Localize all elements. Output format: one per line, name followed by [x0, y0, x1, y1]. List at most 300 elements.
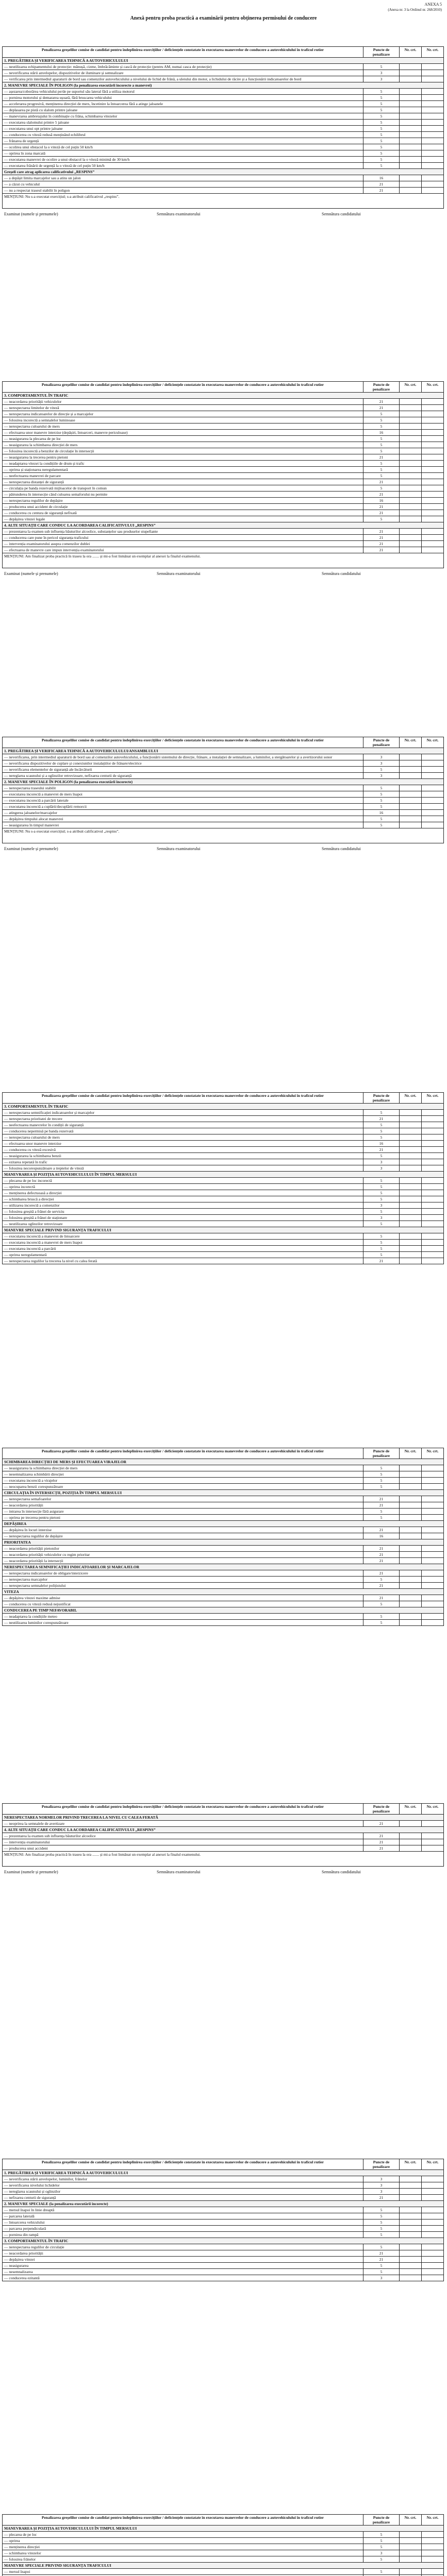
grade-cell-1[interactable]	[400, 1558, 422, 1564]
grade-cell-1[interactable]	[400, 1141, 422, 1147]
grade-cell-2[interactable]	[422, 1202, 444, 1209]
grade-cell-2[interactable]	[422, 1821, 444, 1827]
grade-cell-2[interactable]	[422, 473, 444, 479]
penalty-points: 5	[363, 785, 400, 791]
grade-cell-2[interactable]	[422, 461, 444, 467]
penalty-table	[2, 737, 444, 843]
penalty-description: — a căzut cu vehiculul	[3, 181, 363, 188]
penalty-row	[3, 2544, 444, 2550]
grade-cell-2[interactable]	[422, 1128, 444, 1134]
grade-cell-1[interactable]	[400, 2257, 422, 2263]
grade-cell-1[interactable]	[400, 181, 422, 188]
grade-cell-2[interactable]	[422, 95, 444, 101]
grade-cell-2[interactable]	[422, 492, 444, 498]
grade-cell-2[interactable]	[422, 1258, 444, 1264]
grade-cell-1[interactable]	[400, 541, 422, 547]
grade-cell-1[interactable]	[400, 1502, 422, 1509]
grade-cell-1[interactable]	[400, 138, 422, 144]
grade-cell-1[interactable]	[400, 804, 422, 810]
grade-cell-2[interactable]	[422, 417, 444, 423]
header-points: Puncte de penalizare	[363, 382, 400, 393]
penalty-points: 5	[363, 163, 400, 169]
penalty-points: 5	[363, 150, 400, 157]
grade-cell-2[interactable]	[422, 163, 444, 169]
grade-cell-2[interactable]	[422, 810, 444, 816]
grade-cell-1[interactable]	[400, 1583, 422, 1589]
grade-cell-1[interactable]	[400, 791, 422, 798]
grade-cell-1[interactable]	[400, 1601, 422, 1607]
grade-cell-1[interactable]	[400, 1546, 422, 1552]
grade-cell-1[interactable]	[400, 2226, 422, 2232]
penalty-description: — menținerea direcției	[3, 2544, 363, 2550]
grade-cell-2[interactable]	[422, 399, 444, 405]
grade-cell-1[interactable]	[400, 411, 422, 417]
grade-cell-1[interactable]	[400, 2275, 422, 2281]
grade-cell-1[interactable]	[400, 442, 422, 448]
penalty-points: 5	[363, 144, 400, 150]
grade-cell-2[interactable]	[422, 535, 444, 541]
grade-cell-2[interactable]	[422, 1147, 444, 1153]
grade-cell-2[interactable]	[422, 2195, 444, 2201]
penalty-description: — neverificarea elementelor de siguranță ale încărcăturii	[3, 767, 363, 773]
grade-cell-1[interactable]	[400, 1465, 422, 1471]
grade-cell-1[interactable]	[400, 1110, 422, 1116]
grade-cell-1[interactable]	[400, 150, 422, 157]
document-title: Anexă pentru proba practică a examinării pentru obținerea permisului de conducere	[130, 15, 317, 21]
section-title: 3. COMPORTAMENTUL ÎN TRAFIC	[3, 1104, 444, 1110]
grade-cell-1[interactable]	[400, 822, 422, 828]
grade-cell-2[interactable]	[422, 120, 444, 126]
grade-cell-2[interactable]	[422, 2250, 444, 2257]
grade-cell-2[interactable]	[422, 436, 444, 442]
grade-cell-2[interactable]	[422, 773, 444, 779]
grade-cell-1[interactable]	[400, 479, 422, 485]
grade-cell-1[interactable]	[400, 126, 422, 132]
grade-cell-1[interactable]	[400, 1614, 422, 1620]
penalty-description: — efectuarea unor manevre interzise	[3, 1141, 363, 1147]
grade-cell-2[interactable]	[422, 2244, 444, 2250]
section-title-row	[3, 2563, 444, 2569]
grade-cell-2[interactable]	[422, 541, 444, 547]
grade-cell-2[interactable]	[422, 188, 444, 194]
grade-cell-2[interactable]	[422, 1552, 444, 1558]
grade-cell-1[interactable]	[400, 1527, 422, 1533]
grade-cell-2[interactable]	[422, 1240, 444, 1246]
grade-cell-1[interactable]	[400, 1202, 422, 1209]
grade-cell-2[interactable]	[422, 113, 444, 120]
penalty-description: — neacordarea priorității vehiculelor	[3, 399, 363, 405]
grade-cell-2[interactable]	[422, 2550, 444, 2556]
section-title-row	[3, 1815, 444, 1821]
grade-cell-2[interactable]	[422, 510, 444, 516]
header-col-1: Nr. crt.	[400, 737, 422, 748]
grade-cell-2[interactable]	[422, 1233, 444, 1240]
penalty-row	[3, 2550, 444, 2556]
grade-cell-2[interactable]	[422, 1471, 444, 1478]
grade-cell-1[interactable]	[400, 1240, 422, 1246]
grade-cell-2[interactable]	[422, 1595, 444, 1601]
grade-cell-2[interactable]	[422, 2263, 444, 2269]
grade-cell-1[interactable]	[400, 529, 422, 535]
grade-cell-1[interactable]	[400, 1215, 422, 1221]
grade-cell-2[interactable]	[422, 1134, 444, 1141]
grade-cell-2[interactable]	[422, 1478, 444, 1484]
grade-cell-2[interactable]	[422, 1465, 444, 1471]
grade-cell-1[interactable]	[400, 498, 422, 504]
grade-cell-1[interactable]	[400, 2207, 422, 2213]
grade-cell-1[interactable]	[400, 1839, 422, 1845]
grade-cell-2[interactable]	[422, 157, 444, 163]
penalty-description: — circulația pe banda rezervată mijloacelor de transport în comun	[3, 485, 363, 492]
grade-cell-1[interactable]	[400, 510, 422, 516]
grade-cell-2[interactable]	[422, 89, 444, 95]
grade-cell-1[interactable]	[400, 417, 422, 423]
grade-cell-2[interactable]	[422, 2532, 444, 2538]
grade-cell-1[interactable]	[400, 448, 422, 454]
grade-cell-1[interactable]	[400, 1577, 422, 1583]
grade-cell-1[interactable]	[400, 1595, 422, 1601]
grade-cell-2[interactable]	[422, 767, 444, 773]
grade-cell-2[interactable]	[422, 1833, 444, 1839]
grade-cell-1[interactable]	[400, 399, 422, 405]
grade-cell-1[interactable]	[400, 113, 422, 120]
grade-cell-1[interactable]	[400, 2182, 422, 2189]
grade-cell-1[interactable]	[400, 1184, 422, 1190]
grade-cell-1[interactable]	[400, 1178, 422, 1184]
grade-cell-1[interactable]	[400, 107, 422, 113]
header-description: Penalizarea greșelilor comise de candidat pentru îndeplinirea exercițiilor / deficiențele constatate în executarea manevrelor de conducere a autovehiculului în traficul rutier	[3, 2159, 363, 2170]
penalty-row	[3, 2275, 444, 2281]
grade-cell-1[interactable]	[400, 1233, 422, 1240]
grade-cell-1[interactable]	[400, 120, 422, 126]
grade-cell-1[interactable]	[400, 1552, 422, 1558]
grade-cell-1[interactable]	[400, 1471, 422, 1478]
penalty-description: — neasigurarea la trecerea pentru pietoni	[3, 454, 363, 461]
grade-cell-2[interactable]	[422, 2257, 444, 2263]
annex-header	[388, 2, 442, 12]
grade-cell-1[interactable]	[400, 816, 422, 822]
grade-cell-2[interactable]	[422, 1252, 444, 1258]
grade-cell-2[interactable]	[422, 1620, 444, 1626]
grade-cell-2[interactable]	[422, 144, 444, 150]
grade-cell-2[interactable]	[422, 754, 444, 760]
grade-cell-1[interactable]	[400, 767, 422, 773]
grade-cell-1[interactable]	[400, 461, 422, 467]
grade-cell-1[interactable]	[400, 1153, 422, 1159]
grade-cell-2[interactable]	[422, 1184, 444, 1190]
penalty-row	[3, 107, 444, 113]
penalty-row	[3, 2176, 444, 2182]
grade-cell-1[interactable]	[400, 2263, 422, 2269]
grade-cell-2[interactable]	[422, 423, 444, 430]
grade-cell-2[interactable]	[422, 2213, 444, 2219]
grade-cell-1[interactable]	[400, 754, 422, 760]
penalty-row	[3, 1821, 444, 1827]
grade-cell-1[interactable]	[400, 473, 422, 479]
grade-cell-2[interactable]	[422, 64, 444, 70]
grade-cell-2[interactable]	[422, 2182, 444, 2189]
grade-cell-2[interactable]	[422, 138, 444, 144]
grade-cell-2[interactable]	[422, 2538, 444, 2544]
grade-cell-2[interactable]	[422, 448, 444, 454]
grade-cell-1[interactable]	[400, 2550, 422, 2556]
grade-cell-2[interactable]	[422, 1502, 444, 1509]
grade-cell-1[interactable]	[400, 1221, 422, 1227]
grade-cell-1[interactable]	[400, 485, 422, 492]
grade-cell-1[interactable]	[400, 516, 422, 522]
grade-cell-1[interactable]	[400, 810, 422, 816]
grade-cell-2[interactable]	[422, 1845, 444, 1852]
grade-cell-2[interactable]	[422, 785, 444, 791]
grade-cell-2[interactable]	[422, 1546, 444, 1552]
grade-cell-1[interactable]	[400, 1190, 422, 1196]
penalty-points: 5	[363, 1478, 400, 1484]
grade-cell-2[interactable]	[422, 1209, 444, 1215]
penalty-description: — nereglarea scaunului și oglinzilor	[3, 2189, 363, 2195]
grade-cell-1[interactable]	[400, 2556, 422, 2563]
grade-cell-2[interactable]	[422, 1533, 444, 1539]
section-title-row	[3, 2238, 444, 2244]
grade-cell-2[interactable]	[422, 1153, 444, 1159]
grade-cell-1[interactable]	[400, 1116, 422, 1122]
grade-cell-2[interactable]	[422, 101, 444, 107]
grade-cell-1[interactable]	[400, 773, 422, 779]
grade-cell-2[interactable]	[422, 547, 444, 553]
grade-cell-2[interactable]	[422, 1110, 444, 1116]
grade-cell-2[interactable]	[422, 132, 444, 138]
grade-cell-2[interactable]	[422, 498, 444, 504]
grade-cell-2[interactable]	[422, 1159, 444, 1165]
grade-cell-1[interactable]	[400, 2269, 422, 2275]
grade-cell-1[interactable]	[400, 1122, 422, 1128]
header-points: Puncte de penalizare	[363, 2515, 400, 2526]
grade-cell-1[interactable]	[400, 436, 422, 442]
penalty-points: 3	[363, 2189, 400, 2195]
grade-cell-1[interactable]	[400, 1246, 422, 1252]
grade-cell-1[interactable]	[400, 1128, 422, 1134]
grade-cell-1[interactable]	[400, 2544, 422, 2550]
grade-cell-1[interactable]	[400, 2569, 422, 2575]
grade-cell-1[interactable]	[400, 2538, 422, 2544]
grade-cell-1[interactable]	[400, 2213, 422, 2219]
grade-cell-2[interactable]	[422, 2219, 444, 2226]
grade-cell-2[interactable]	[422, 1577, 444, 1583]
grade-cell-2[interactable]	[422, 1246, 444, 1252]
penalty-points: 5	[363, 1465, 400, 1471]
grade-cell-1[interactable]	[400, 405, 422, 411]
penalty-table	[2, 46, 444, 209]
grade-cell-1[interactable]	[400, 492, 422, 498]
grade-cell-2[interactable]	[422, 2207, 444, 2213]
grade-cell-1[interactable]	[400, 1509, 422, 1515]
grade-cell-1[interactable]	[400, 95, 422, 101]
grade-cell-2[interactable]	[422, 1614, 444, 1620]
penalty-description: — prezentarea la examen sub influența băuturilor alcoolice, substanțelor sau produselor stupefiante	[3, 529, 363, 535]
grade-cell-1[interactable]	[400, 64, 422, 70]
grade-cell-2[interactable]	[422, 485, 444, 492]
grade-cell-2[interactable]	[422, 529, 444, 535]
grade-cell-2[interactable]	[422, 181, 444, 188]
grade-cell-1[interactable]	[400, 798, 422, 804]
grade-cell-1[interactable]	[400, 430, 422, 436]
grade-cell-2[interactable]	[422, 2232, 444, 2238]
grade-cell-1[interactable]	[400, 70, 422, 76]
grade-cell-1[interactable]	[400, 1165, 422, 1172]
penalty-row	[3, 1484, 444, 1490]
header-description: Penalizarea greșelilor comise de candidat pentru îndeplinirea exercițiilor / deficiențele constatate în executarea manevrelor de conducere a autovehiculului în traficul rutier	[3, 1093, 363, 1104]
grade-cell-2[interactable]	[422, 1527, 444, 1533]
grade-cell-1[interactable]	[400, 2176, 422, 2182]
grade-cell-2[interactable]	[422, 126, 444, 132]
grade-cell-2[interactable]	[422, 107, 444, 113]
grade-cell-2[interactable]	[422, 1215, 444, 1221]
section-title-row	[3, 1104, 444, 1110]
grade-cell-2[interactable]	[422, 479, 444, 485]
grade-cell-2[interactable]	[422, 1484, 444, 1490]
penalty-description: — neasigurarea la schimbarea direcției de mers	[3, 442, 363, 448]
grade-cell-1[interactable]	[400, 1620, 422, 1626]
grade-cell-2[interactable]	[422, 504, 444, 510]
grade-cell-1[interactable]	[400, 2195, 422, 2201]
grade-cell-2[interactable]	[422, 430, 444, 436]
grade-cell-1[interactable]	[400, 1833, 422, 1839]
grade-cell-2[interactable]	[422, 411, 444, 417]
penalty-row	[3, 767, 444, 773]
grade-cell-2[interactable]	[422, 1570, 444, 1577]
penalty-points: 21	[363, 1147, 400, 1153]
grade-cell-2[interactable]	[422, 467, 444, 473]
grade-cell-2[interactable]	[422, 760, 444, 767]
grade-cell-1[interactable]	[400, 76, 422, 82]
grade-cell-1[interactable]	[400, 2232, 422, 2238]
grade-cell-1[interactable]	[400, 1258, 422, 1264]
grade-cell-2[interactable]	[422, 1839, 444, 1845]
grade-cell-2[interactable]	[422, 1601, 444, 1607]
section-title-row	[3, 1589, 444, 1595]
grade-cell-2[interactable]	[422, 76, 444, 82]
penalty-row	[3, 113, 444, 120]
grade-cell-2[interactable]	[422, 2569, 444, 2575]
grade-cell-1[interactable]	[400, 175, 422, 181]
grade-cell-1[interactable]	[400, 1252, 422, 1258]
grade-cell-2[interactable]	[422, 1116, 444, 1122]
grade-cell-2[interactable]	[422, 798, 444, 804]
grade-cell-2[interactable]	[422, 1190, 444, 1196]
grade-cell-1[interactable]	[400, 89, 422, 95]
grade-cell-1[interactable]	[400, 1845, 422, 1852]
grade-cell-1[interactable]	[400, 1496, 422, 1502]
grade-cell-1[interactable]	[400, 1209, 422, 1215]
grade-cell-1[interactable]	[400, 1147, 422, 1153]
grade-cell-1[interactable]	[400, 1134, 422, 1141]
grade-cell-1[interactable]	[400, 1515, 422, 1521]
grade-cell-2[interactable]	[422, 822, 444, 828]
grade-cell-2[interactable]	[422, 2556, 444, 2563]
grade-cell-1[interactable]	[400, 2244, 422, 2250]
penalty-table	[2, 2159, 444, 2281]
grade-cell-2[interactable]	[422, 454, 444, 461]
penalty-row	[3, 2269, 444, 2275]
grade-cell-2[interactable]	[422, 516, 444, 522]
grade-cell-1[interactable]	[400, 785, 422, 791]
header-points: Puncte de penalizare	[363, 2159, 400, 2170]
grade-cell-2[interactable]	[422, 804, 444, 810]
grade-cell-2[interactable]	[422, 816, 444, 822]
grade-cell-1[interactable]	[400, 132, 422, 138]
grade-cell-2[interactable]	[422, 1178, 444, 1184]
grade-cell-2[interactable]	[422, 150, 444, 157]
grade-cell-1[interactable]	[400, 1484, 422, 1490]
grade-cell-2[interactable]	[422, 791, 444, 798]
grade-cell-2[interactable]	[422, 1141, 444, 1147]
grade-cell-1[interactable]	[400, 1478, 422, 1484]
section-title: VITEZA	[3, 1589, 444, 1595]
grade-cell-2[interactable]	[422, 1196, 444, 1202]
grade-cell-1[interactable]	[400, 1533, 422, 1539]
grade-cell-1[interactable]	[400, 101, 422, 107]
grade-cell-1[interactable]	[400, 2219, 422, 2226]
grade-cell-1[interactable]	[400, 454, 422, 461]
grade-cell-2[interactable]	[422, 2275, 444, 2281]
grade-cell-1[interactable]	[400, 760, 422, 767]
grade-cell-2[interactable]	[422, 1221, 444, 1227]
grade-cell-1[interactable]	[400, 504, 422, 510]
penalty-points: 5	[363, 1196, 400, 1202]
grade-cell-2[interactable]	[422, 2269, 444, 2275]
grade-cell-1[interactable]	[400, 1196, 422, 1202]
grade-cell-1[interactable]	[400, 144, 422, 150]
grade-cell-1[interactable]	[400, 535, 422, 541]
penalty-description: — a depășit limita marcajelor sau a atins un jalon	[3, 175, 363, 181]
grade-cell-2[interactable]	[422, 2544, 444, 2550]
grade-cell-1[interactable]	[400, 188, 422, 194]
grade-cell-2[interactable]	[422, 1165, 444, 1172]
table-header-row	[3, 1448, 444, 1459]
grade-cell-1[interactable]	[400, 1159, 422, 1165]
grade-cell-1[interactable]	[400, 157, 422, 163]
grade-cell-1[interactable]	[400, 467, 422, 473]
grade-cell-2[interactable]	[422, 405, 444, 411]
grade-cell-2[interactable]	[422, 2226, 444, 2232]
grade-cell-2[interactable]	[422, 1122, 444, 1128]
grade-cell-2[interactable]	[422, 1496, 444, 1502]
penalty-points: 5	[363, 2544, 400, 2550]
grade-cell-1[interactable]	[400, 547, 422, 553]
grade-cell-1[interactable]	[400, 423, 422, 430]
grade-cell-2[interactable]	[422, 1583, 444, 1589]
penalty-points: 5	[363, 467, 400, 473]
grade-cell-1[interactable]	[400, 2250, 422, 2257]
penalty-row	[3, 1614, 444, 1620]
grade-cell-2[interactable]	[422, 442, 444, 448]
grade-cell-2[interactable]	[422, 1558, 444, 1564]
grade-cell-1[interactable]	[400, 1570, 422, 1577]
grade-cell-1[interactable]	[400, 1821, 422, 1827]
penalty-points: 5	[363, 132, 400, 138]
grade-cell-2[interactable]	[422, 2189, 444, 2195]
header-col-1: Nr. crt.	[400, 2515, 422, 2526]
grade-cell-1[interactable]	[400, 2532, 422, 2538]
grade-cell-2[interactable]	[422, 175, 444, 181]
grade-cell-2[interactable]	[422, 1515, 444, 1521]
penalty-points: 5	[363, 2219, 400, 2226]
grade-cell-1[interactable]	[400, 2189, 422, 2195]
grade-cell-1[interactable]	[400, 163, 422, 169]
grade-cell-2[interactable]	[422, 1509, 444, 1515]
grade-cell-2[interactable]	[422, 2176, 444, 2182]
penalty-points: 5	[363, 1484, 400, 1490]
grade-cell-2[interactable]	[422, 70, 444, 76]
